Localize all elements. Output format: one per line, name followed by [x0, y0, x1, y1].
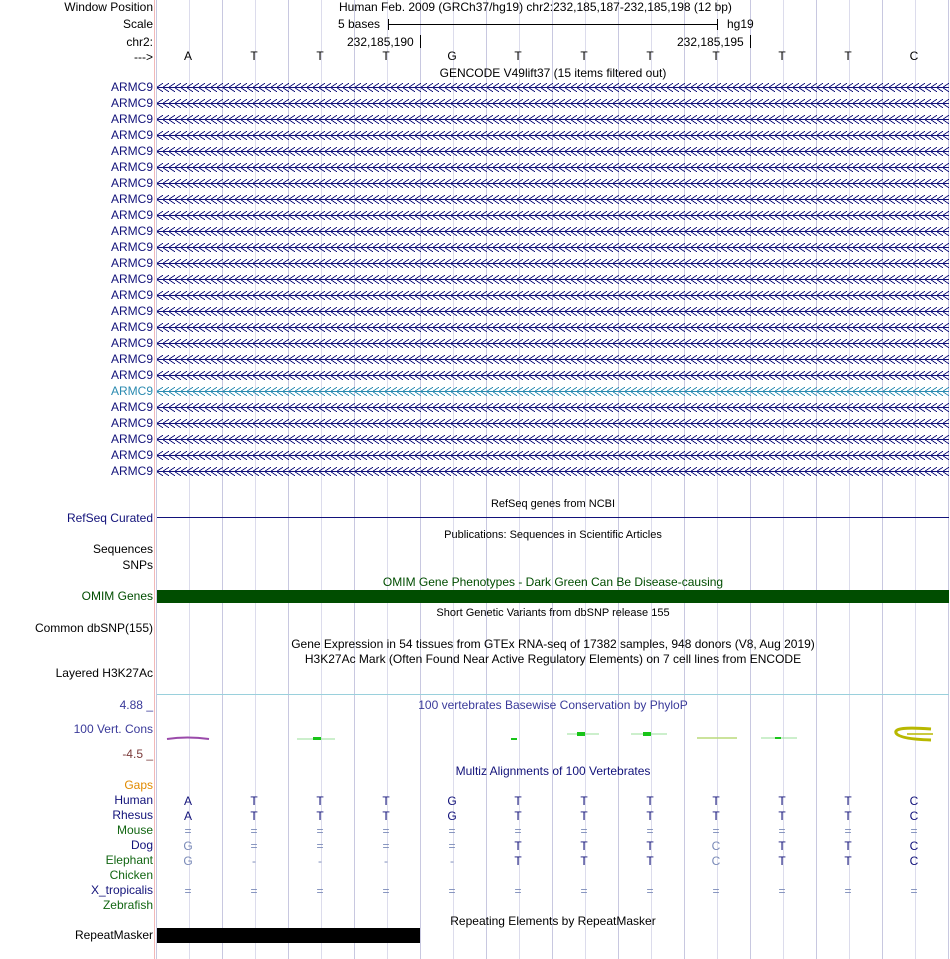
gencode-transcript-line[interactable] — [157, 451, 949, 460]
multiz-base: T — [778, 854, 786, 868]
multiz-base: - — [384, 854, 388, 868]
multiz-base: C — [909, 839, 919, 853]
gencode-gene-label[interactable]: ARMC9 — [110, 240, 153, 254]
gencode-transcript-line[interactable] — [157, 179, 949, 188]
multiz-base: = — [712, 824, 720, 838]
gencode-gene-label[interactable]: ARMC9 — [110, 80, 153, 94]
gencode-transcript-line[interactable] — [157, 371, 949, 380]
multiz-base: C — [909, 794, 919, 808]
gencode-gene-label[interactable]: ARMC9 — [110, 400, 153, 414]
gencode-gene-label[interactable]: ARMC9 — [110, 432, 153, 446]
multiz-species-label[interactable]: Rhesus — [112, 808, 153, 822]
base-letter: T — [580, 49, 588, 63]
multiz-base: T — [316, 809, 324, 823]
multiz-species-label[interactable]: Human — [114, 793, 153, 807]
publications-snps-label[interactable]: SNPs — [122, 558, 153, 572]
multiz-species-label[interactable]: Zebrafish — [102, 898, 153, 912]
gencode-gene-label[interactable]: ARMC9 — [110, 448, 153, 462]
multiz-base: T — [250, 794, 258, 808]
gencode-gene-label[interactable]: ARMC9 — [110, 176, 153, 190]
scale-bar — [388, 24, 718, 25]
multiz-base: = — [382, 824, 390, 838]
multiz-base: = — [712, 884, 720, 898]
grid-line — [948, 0, 949, 959]
multiz-base: A — [183, 794, 192, 808]
multiz-base: = — [910, 824, 918, 838]
multiz-base: = — [514, 884, 522, 898]
gencode-gene-label[interactable]: ARMC9 — [110, 336, 153, 350]
multiz-base: = — [316, 824, 324, 838]
multiz-base: = — [844, 884, 852, 898]
multiz-base: G — [183, 854, 193, 868]
multiz-base: G — [183, 839, 193, 853]
cons-mark-7 — [775, 737, 781, 739]
conservation-max-label: 4.88 _ — [119, 698, 153, 712]
multiz-base: T — [778, 794, 786, 808]
multiz-base: = — [646, 824, 654, 838]
gencode-gene-label[interactable]: ARMC9 — [110, 272, 153, 286]
refseq-curated-label[interactable]: RefSeq Curated — [66, 511, 153, 525]
gencode-gene-label[interactable]: ARMC9 — [110, 160, 153, 174]
multiz-base: = — [514, 824, 522, 838]
gencode-gene-label[interactable]: ARMC9 — [110, 96, 153, 110]
refseq-track-title[interactable]: RefSeq genes from NCBI — [490, 498, 616, 510]
multiz-base: T — [646, 839, 654, 853]
multiz-base: - — [450, 854, 454, 868]
layered-h3k27ac-label[interactable]: Layered H3K27Ac — [55, 666, 153, 680]
multiz-base: = — [580, 884, 588, 898]
multiz-base: T — [646, 809, 654, 823]
multiz-base: T — [712, 809, 720, 823]
omim-gene-bar[interactable] — [157, 590, 949, 603]
refseq-gene-line[interactable] — [157, 517, 949, 518]
gencode-transcript-line[interactable] — [157, 147, 949, 156]
multiz-base: C — [909, 854, 919, 868]
multiz-base: T — [778, 839, 786, 853]
multiz-base: = — [844, 824, 852, 838]
conservation-plot[interactable] — [157, 725, 949, 749]
multiz-base: T — [580, 839, 588, 853]
strand-label: ---> — [134, 50, 153, 64]
cons-mark-1 — [167, 738, 209, 740]
multiz-base: T — [646, 794, 654, 808]
multiz-base: C — [909, 809, 919, 823]
gencode-transcript-line[interactable] — [157, 195, 949, 204]
multiz-base: = — [250, 824, 258, 838]
gencode-track-title[interactable]: GENCODE V49lift37 (15 items filtered out) — [439, 66, 667, 80]
base-letter: T — [778, 49, 786, 63]
coord-left: 232,185,190 — [347, 35, 414, 49]
publications-sequences-label[interactable]: Sequences — [92, 542, 153, 556]
conservation-track-title[interactable]: 100 vertebrates Basewise Conservation by PhyloP — [418, 698, 688, 712]
conservation-min-label: -4.5 _ — [122, 747, 153, 761]
gencode-transcript-line[interactable] — [157, 163, 949, 172]
multiz-base: T — [778, 809, 786, 823]
multiz-base: = — [448, 839, 456, 853]
multiz-base: - — [252, 854, 256, 868]
gencode-gene-label[interactable]: ARMC9 — [110, 208, 153, 222]
scale-bases-text: 5 bases — [338, 17, 381, 31]
multiz-base: = — [778, 884, 786, 898]
publications-track-title[interactable]: Publications: Sequences in Scientific Articles — [444, 529, 662, 541]
multiz-base: = — [448, 824, 456, 838]
multiz-base: A — [183, 809, 192, 823]
multiz-base: T — [382, 809, 390, 823]
gencode-gene-label[interactable]: ARMC9 — [110, 304, 153, 318]
multiz-base: G — [447, 809, 457, 823]
gencode-gene-label[interactable]: ARMC9 — [110, 256, 153, 270]
coord-right: 232,185,195 — [677, 35, 744, 49]
base-letter: T — [844, 49, 852, 63]
multiz-base: T — [844, 839, 852, 853]
multiz-base: T — [250, 809, 258, 823]
gencode-transcript-line[interactable] — [157, 227, 949, 236]
gencode-gene-label[interactable]: ARMC9 — [110, 128, 153, 142]
multiz-track-title[interactable]: Multiz Alignments of 100 Vertebrates — [455, 764, 651, 778]
gencode-transcript-line[interactable] — [157, 467, 949, 476]
scale-label: Scale — [122, 17, 153, 31]
gencode-gene-label[interactable]: ARMC9 — [110, 464, 153, 478]
multiz-base: T — [382, 794, 390, 808]
multiz-base: = — [382, 884, 390, 898]
base-letter: G — [447, 49, 457, 63]
gencode-transcript-line[interactable] — [157, 387, 949, 396]
gaps-label[interactable]: Gaps — [124, 778, 153, 792]
coord-right-tick — [750, 35, 751, 48]
multiz-base: G — [447, 794, 457, 808]
base-letter: T — [514, 49, 522, 63]
multiz-base: T — [844, 794, 852, 808]
window-position-label: Window Position — [64, 0, 153, 14]
gencode-gene-label[interactable]: ARMC9 — [110, 288, 153, 302]
h3k27ac-track-title[interactable]: H3K27Ac Mark (Often Found Near Active Regulatory Elements) on 7 cell lines from ENCODE — [304, 652, 802, 666]
repeatmasker-element-bar[interactable] — [157, 928, 420, 943]
base-letter: T — [250, 49, 258, 63]
multiz-base: T — [514, 854, 522, 868]
assembly-position-text[interactable]: Human Feb. 2009 (GRCh37/hg19) chr2:232,185,187-232,185,198 (12 bp) — [339, 0, 732, 14]
base-letter: C — [909, 49, 919, 63]
multiz-base: = — [184, 824, 192, 838]
multiz-base: T — [580, 794, 588, 808]
base-letter: T — [382, 49, 390, 63]
gencode-transcript-line[interactable] — [157, 83, 949, 92]
multiz-species-label[interactable]: X_tropicalis — [90, 883, 153, 897]
gencode-gene-label[interactable]: ARMC9 — [110, 144, 153, 158]
scale-bar-left-tick — [388, 19, 389, 30]
scale-bar-right-tick — [717, 19, 718, 30]
common-dbsnp-label[interactable]: Common dbSNP(155) — [34, 621, 153, 635]
gencode-gene-label[interactable]: ARMC9 — [110, 368, 153, 382]
gencode-gene-label[interactable]: ARMC9 — [110, 112, 153, 126]
multiz-base: = — [382, 839, 390, 853]
omim-track-title[interactable]: OMIM Gene Phenotypes - Dark Green Can Be Disease-causing — [382, 575, 724, 589]
gtex-track-title[interactable]: Gene Expression in 54 tissues from GTEx RNA-seq of 17382 samples, 948 donors (V8, Aug 2019) — [291, 637, 815, 651]
chrom-label: chr2: — [126, 35, 153, 49]
gencode-gene-label[interactable]: ARMC9 — [110, 192, 153, 206]
gencode-gene-label[interactable]: ARMC9 — [110, 416, 153, 430]
multiz-base: T — [514, 839, 522, 853]
gencode-transcript-line[interactable] — [157, 99, 949, 108]
gencode-transcript-line[interactable] — [157, 419, 949, 428]
dbsnp-track-title[interactable]: Short Genetic Variants from dbSNP release 155 — [436, 607, 670, 619]
multiz-base: = — [910, 884, 918, 898]
gencode-transcript-line[interactable] — [157, 403, 949, 412]
multiz-base: C — [711, 854, 721, 868]
gencode-transcript-line[interactable] — [157, 211, 949, 220]
cons-mark-2 — [313, 737, 321, 740]
repeatmasker-track-title[interactable]: Repeating Elements by RepeatMasker — [450, 914, 656, 928]
gencode-transcript-line[interactable] — [157, 131, 949, 140]
multiz-base: = — [778, 824, 786, 838]
gencode-transcript-line[interactable] — [157, 275, 949, 284]
multiz-base: T — [514, 794, 522, 808]
multiz-base: C — [711, 839, 721, 853]
multiz-base: T — [712, 794, 720, 808]
gencode-transcript-line[interactable] — [157, 115, 949, 124]
gencode-gene-label[interactable]: ARMC9 — [110, 224, 153, 238]
multiz-species-label[interactable]: Dog — [130, 838, 153, 852]
base-letter: A — [183, 49, 192, 63]
base-letter: T — [646, 49, 654, 63]
gencode-transcript-line[interactable] — [157, 435, 949, 444]
multiz-base: = — [316, 884, 324, 898]
multiz-species-label[interactable]: Mouse — [116, 823, 153, 837]
multiz-species-label[interactable]: Elephant — [105, 853, 153, 867]
multiz-base: T — [646, 854, 654, 868]
multiz-species-label[interactable]: Chicken — [109, 868, 153, 882]
cons-mark-4 — [577, 732, 585, 736]
h3k27ac-baseline — [157, 694, 949, 695]
base-letter: T — [712, 49, 720, 63]
db-text: hg19 — [727, 17, 754, 31]
multiz-base: T — [514, 809, 522, 823]
multiz-base: = — [448, 884, 456, 898]
coord-left-tick — [420, 35, 421, 48]
multiz-base: = — [250, 839, 258, 853]
multiz-base: = — [646, 884, 654, 898]
multiz-base: = — [316, 839, 324, 853]
gencode-transcript-line[interactable] — [157, 243, 949, 252]
omim-genes-label[interactable]: OMIM Genes — [81, 589, 153, 603]
repeatmasker-label[interactable]: RepeatMasker — [74, 928, 153, 942]
multiz-base: = — [184, 884, 192, 898]
base-letter: T — [316, 49, 324, 63]
multiz-base: = — [250, 884, 258, 898]
multiz-base: T — [316, 794, 324, 808]
multiz-base: T — [844, 854, 852, 868]
gencode-transcript-line[interactable] — [157, 323, 949, 332]
multiz-base: - — [318, 854, 322, 868]
multiz-base: T — [580, 809, 588, 823]
gencode-transcript-line[interactable] — [157, 355, 949, 364]
gencode-gene-label[interactable]: ARMC9 — [110, 352, 153, 366]
multiz-base: T — [580, 854, 588, 868]
gencode-transcript-line[interactable] — [157, 291, 949, 300]
cons-mark-3 — [511, 738, 517, 740]
multiz-base: = — [580, 824, 588, 838]
gencode-gene-label[interactable]: ARMC9 — [110, 384, 153, 398]
gencode-transcript-line[interactable] — [157, 339, 949, 348]
cons-mark-5 — [643, 732, 651, 736]
gencode-gene-label[interactable]: ARMC9 — [110, 320, 153, 334]
multiz-base: T — [844, 809, 852, 823]
conservation-track-label[interactable]: 100 Vert. Cons — [73, 722, 153, 736]
gencode-transcript-line[interactable] — [157, 259, 949, 268]
gencode-transcript-line[interactable] — [157, 307, 949, 316]
